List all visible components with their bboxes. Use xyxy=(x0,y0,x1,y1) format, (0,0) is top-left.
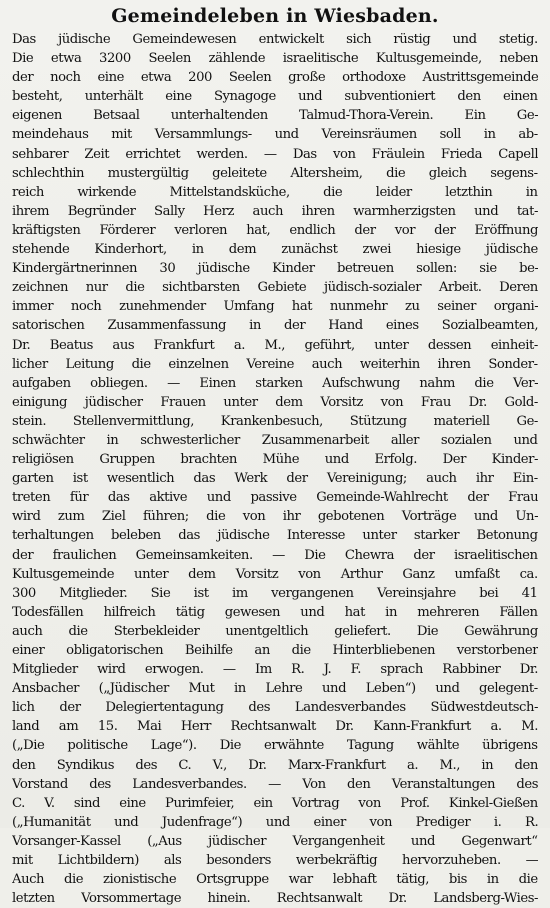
article-line: Kultusgemeinde unter dem Vorsitz von Arthur Ganz umfaßt ca. xyxy=(12,566,538,582)
article-headline: Gemeindeleben in Wiesbaden. xyxy=(111,5,439,27)
article-line: licher Leitung die einzelnen Vereine auch weiterhin ihren Sonder- xyxy=(12,356,538,372)
article-line: land am 15. Mai Herr Rechtsanwalt Dr. Kann-Frankfurt a. M. xyxy=(12,719,538,735)
article-line: schlechthin mustergültig geleitete Altersheim, die gleich segens- xyxy=(12,165,538,181)
article-line: Das jüdische Gemeindewesen entwickelt sich rüstig und stetig. xyxy=(12,32,538,47)
article-line: treten für das aktive und passive Gemeinde-Wahlrecht der Frau xyxy=(12,490,538,506)
article-line: Vorstand des Landesverbandes. — Von den Veranstaltungen des xyxy=(12,776,538,792)
article-line: immer noch zunehmender Umfang hat nunmehr zu seiner organi- xyxy=(12,299,538,315)
article-line: Kindergärtnerinnen 30 jüdische Kinder betreuen sollen: sie be- xyxy=(12,261,538,277)
article-line: der noch eine etwa 200 Seelen große orthodoxe Austrittsgemeinde xyxy=(12,70,538,86)
article-line: Dr. Beatus aus Frankfurt a. M., geführt, unter dessen einheit- xyxy=(12,337,538,353)
article-line: religiösen Gruppen brachten Mühe und Erfolg. Der Kinder- xyxy=(12,452,538,468)
article-line: der fraulichen Gemeinsamkeiten. — Die Chewra der israelitischen xyxy=(12,547,538,563)
article-line: Mitglieder wird erwogen. — Im R. J. F. sprach Rabbiner Dr. xyxy=(12,662,538,678)
article-line: lich der Delegiertentagung des Landesverbandes Südwestdeutsch- xyxy=(12,700,538,716)
article-line: schwächter in schwesterlicher Zusammenarbeit aller sozialen und xyxy=(12,432,538,448)
article-line: C. V. sind eine Purimfeier, ein Vortrag von Prof. Kinkel-Gießen xyxy=(12,795,538,811)
article-line: meindehaus mit Versammlungs- und Vereinsräumen soll in ab- xyxy=(12,127,538,143)
article-line: einigung jüdischer Frauen unter dem Vorsitz von Frau Dr. Gold- xyxy=(12,394,538,410)
article-line: stehende Kinderhort, in dem zunächst zwei hiesige jüdische xyxy=(12,242,538,258)
article-line: wird zum Ziel führen; die von ihr gebotenen Vorträge und Un- xyxy=(12,509,538,525)
article-line: Vorsanger-Kassel („Aus jüdischer Vergangenheit und Gegenwart“ xyxy=(12,833,538,849)
article-line: den Syndikus des C. V., Dr. Marx-Frankfurt a. M., in den xyxy=(12,757,538,773)
article-line: aufgaben obliegen. — Einen starken Aufschwung nahm die Ver- xyxy=(12,375,538,391)
article-line: („Die politische Lage“). Die erwähnte Tagung wählte übrigens xyxy=(12,738,538,754)
article-line: terhaltungen beleben das jüdische Interesse unter starker Betonung xyxy=(12,528,538,544)
article-line: Auch die zionistische Ortsgruppe war lebhaft tätig, bis in die xyxy=(12,872,538,888)
article-line: reich wirkende Mittelstandsküche, die leider letzthin in xyxy=(12,184,538,200)
article-line: Die etwa 3200 Seelen zählende israelitische Kultusgemeinde, neben xyxy=(12,51,538,67)
article-line: besteht, unterhält eine Synagoge und subventioniert den einen xyxy=(12,89,538,105)
article-line: 300 Mitglieder. Sie ist im vergangenen Vereinsjahre bei 41 xyxy=(12,585,538,601)
article-line: zeichnen nur die sichtbarsten Gebiete jüdisch-sozialer Arbeit. Deren xyxy=(12,280,538,296)
article-line: kräftigsten Förderer verloren hat, endlich der vor der Eröffnung xyxy=(12,222,538,238)
article-line: ihrem Begründer Sally Herz auch ihren warmherzigsten und tat- xyxy=(12,203,538,219)
article-line: mit Lichtbildern) als besonders werbekräftig hervorzuheben. — xyxy=(12,853,538,869)
article-body xyxy=(12,30,538,908)
article-line: („Humanität und Judenfrage“) und einer von Prediger i. R. xyxy=(12,814,538,830)
article-line: stein. Stellenvermittlung, Krankenbesuch, Stützung materiell Ge- xyxy=(12,413,538,429)
article-line: eigenen Betsaal unterhaltenden Talmud-Thora-Verein. Ein Ge- xyxy=(12,108,538,124)
article-line: Ansbacher („Jüdischer Mut in Lehre und Leben“) und gelegent- xyxy=(12,681,538,697)
article-line: letzten Vorsommertage hinein. Rechtsanwalt Dr. Landsberg-Wies- xyxy=(12,891,538,907)
article-line: satorischen Zusammenfassung in der Hand eines Sozialbeamten, xyxy=(12,318,538,334)
article-line: einer obligatorischen Beihilfe an die Hinterbliebenen verstorbener xyxy=(12,643,538,658)
article-line: auch die Sterbekleider unentgeltlich geliefert. Die Gewährung xyxy=(12,623,538,639)
article-line: garten ist wesentlich das Werk der Vereinigung; auch ihr Ein- xyxy=(12,471,538,487)
article-line: sehbarer Zeit errichtet werden. — Das von Fräulein Frieda Capell xyxy=(12,146,538,162)
article-line: Todesfällen hilfreich tätig gewesen und hat in mehreren Fällen xyxy=(12,604,538,620)
